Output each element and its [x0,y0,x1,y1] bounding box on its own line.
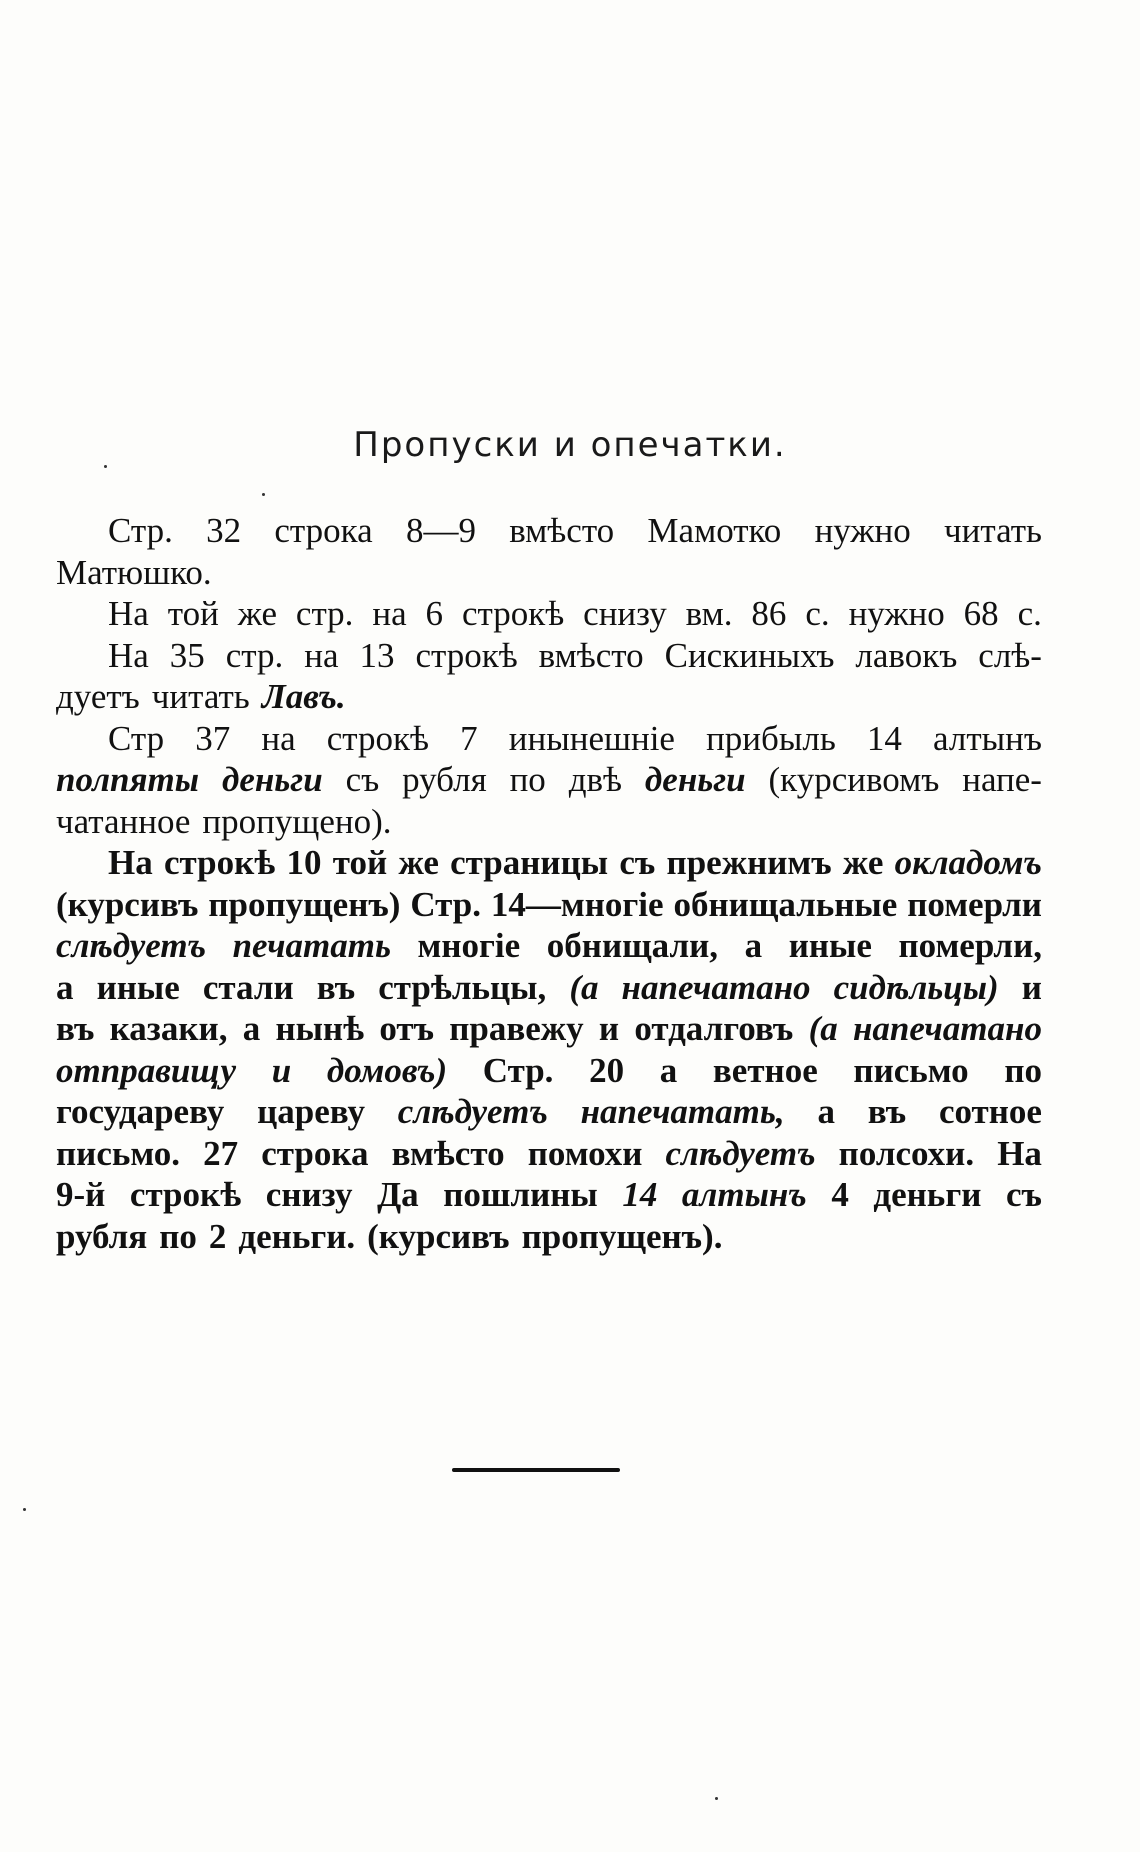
word: прибыль [706,718,836,758]
word: стр. [225,635,284,675]
word: На [108,843,153,882]
word: печатать [232,926,391,965]
word: многіе [417,926,521,965]
word: 9-й [56,1175,106,1214]
word: Мамотко [647,511,782,550]
word: Стр [108,718,165,758]
word: снизу [583,594,667,633]
word: иные [788,926,872,965]
word: сотное [938,1092,1042,1131]
word: напечатано [621,967,811,1007]
text-line [56,759,1042,801]
word: 20 [589,1050,625,1090]
word: деньги [644,760,746,799]
errata-text [56,510,1042,1257]
word: отправищу [56,1050,237,1090]
word: правежу [449,1009,584,1048]
word: 27 [203,1133,239,1173]
text-line [56,1133,1042,1175]
word: напечатать, [580,1092,785,1131]
word: рубля [56,1216,148,1256]
word: строкѣ [129,1175,242,1214]
word: двѣ [568,760,623,799]
word: казаки, [109,1009,228,1048]
word: вмѣсто [391,1133,505,1173]
word: 13 [359,635,395,675]
word: обнищали, [546,926,719,965]
text-line [56,1216,1042,1258]
word: цареву [257,1092,365,1131]
word: вмѣсто [509,511,615,550]
word: а [659,1050,678,1090]
word: померли [907,884,1042,924]
word: Стр. [410,884,481,924]
text-line [56,884,1042,926]
word: полпяты [56,760,200,799]
text-line [56,676,1042,718]
ink-speck [715,1797,718,1800]
text-line [56,967,1042,1009]
text-line [56,1050,1042,1092]
word: же [842,843,884,882]
word: Стр. [108,511,173,550]
word: ветное [712,1050,818,1090]
page-title: Пропуски и опечатки. [353,425,787,465]
word: отъ [379,1009,434,1048]
text-line [56,635,1042,677]
word: слѣдуетъ [665,1133,816,1173]
word: (а [569,967,599,1007]
word: и [598,1009,620,1048]
word: алтынъ [933,718,1042,758]
word: рубля [402,760,487,799]
word: На [108,594,149,633]
word: 7 [460,718,478,758]
word: государеву [56,1092,225,1131]
word: домовъ) [326,1050,448,1090]
word: 6 [425,594,444,633]
word: а [744,926,763,965]
word: иные [96,967,180,1007]
word: по [159,1216,197,1256]
word: слѣ- [978,635,1042,675]
word: деньги. [238,1216,356,1256]
word: стали [202,967,294,1007]
text-line [56,1091,1042,1133]
word: же [398,843,439,882]
word: съ [1005,1175,1042,1214]
word: той [167,594,219,633]
word: 10 [286,843,322,882]
text-line [56,552,1042,594]
word: Да [377,1175,419,1214]
word: а [242,1009,261,1048]
word: 14—многіе [490,884,664,924]
word: помохи [527,1133,643,1173]
text-line [56,718,1042,760]
word: сидѣльцы) [833,967,999,1007]
text-line [56,1008,1042,1050]
word: На [997,1133,1042,1173]
word: окладомъ [894,843,1042,882]
word: а [56,967,74,1007]
word: с. [805,594,830,633]
word: Сискиныхъ [664,635,835,675]
ink-speck [262,493,265,496]
word: строка [261,1133,369,1173]
text-line [56,510,1042,552]
word: Матюшко. [56,552,212,592]
word: 2 [208,1216,227,1256]
word: с. [1017,594,1042,633]
word: строкѣ [461,594,565,633]
word: по [509,760,546,799]
word: отдалговъ [634,1009,794,1048]
word: строка [274,511,373,550]
word: читать [944,511,1042,550]
word: (курсивъ [56,884,199,924]
word: деньги [221,760,323,799]
word: (курсивомъ [768,760,940,799]
word: пропущенъ) [208,884,401,924]
word: стрѣльцы, [378,967,547,1007]
word: Лавъ. [261,677,346,716]
word: пропущенъ). [521,1216,723,1256]
word: 86 [751,594,787,633]
word: 68 [963,594,999,633]
word: Стр. [482,1050,554,1090]
word: дуетъ [56,677,140,716]
word: алтынъ [681,1175,807,1214]
word: нужно [848,594,945,633]
word: же [237,594,277,633]
word: 32 [206,511,242,550]
word: пошлины [443,1175,598,1214]
word: напечатано [852,1009,1042,1048]
word: въ [56,1009,95,1048]
word: письмо. [56,1133,181,1173]
word: лавокъ [855,635,958,675]
word: снизу [265,1175,353,1214]
word: а [817,1092,835,1131]
text-line [56,1174,1042,1216]
word: прежнимъ [666,843,832,882]
text-line [56,593,1042,635]
text-line [56,925,1042,967]
word: (а [808,1009,838,1048]
word: 8—9 [405,511,476,550]
word: 35 [169,635,205,675]
word: померли, [898,926,1042,965]
word: съ [619,843,656,882]
text-line [56,842,1042,884]
word: стр. [295,594,354,633]
word: вм. [685,594,733,633]
word: 14 [866,718,902,758]
word: напе- [962,760,1042,799]
word: и [271,1050,292,1090]
word: слѣдуетъ [56,926,207,965]
word: на [372,594,407,633]
word: слѣдуетъ [397,1092,548,1131]
word: пропущено). [202,801,392,841]
end-rule [452,1468,620,1472]
word: письмо [853,1050,969,1090]
word: въ [316,967,356,1007]
word: страницы [450,843,609,882]
word: обнищальные [673,884,898,924]
word: и [1021,967,1042,1007]
word: 14 [622,1175,658,1214]
word: вмѣсто [538,635,644,675]
ink-speck [104,465,107,468]
text-line [56,801,1042,843]
ink-speck [23,1508,26,1511]
word: (курсивъ [367,1216,510,1256]
word: на [261,718,296,758]
word: въ [867,1092,907,1131]
word: съ [345,760,380,799]
word: по [1004,1050,1042,1090]
word: чатанное [56,801,191,841]
word: 4 [831,1175,849,1214]
word: на [304,635,339,675]
word: нужно [814,511,911,550]
word: читать [151,677,250,716]
word: нынѣ [275,1009,365,1048]
word: инынешніе [508,718,675,758]
word: деньги [873,1175,982,1214]
word: строкѣ [163,843,276,882]
word: полсохи. [838,1133,975,1173]
word: На [108,635,149,675]
word: 37 [195,718,231,758]
word: той [332,843,388,882]
word: строкѣ [415,635,518,675]
word: строкѣ [326,718,430,758]
